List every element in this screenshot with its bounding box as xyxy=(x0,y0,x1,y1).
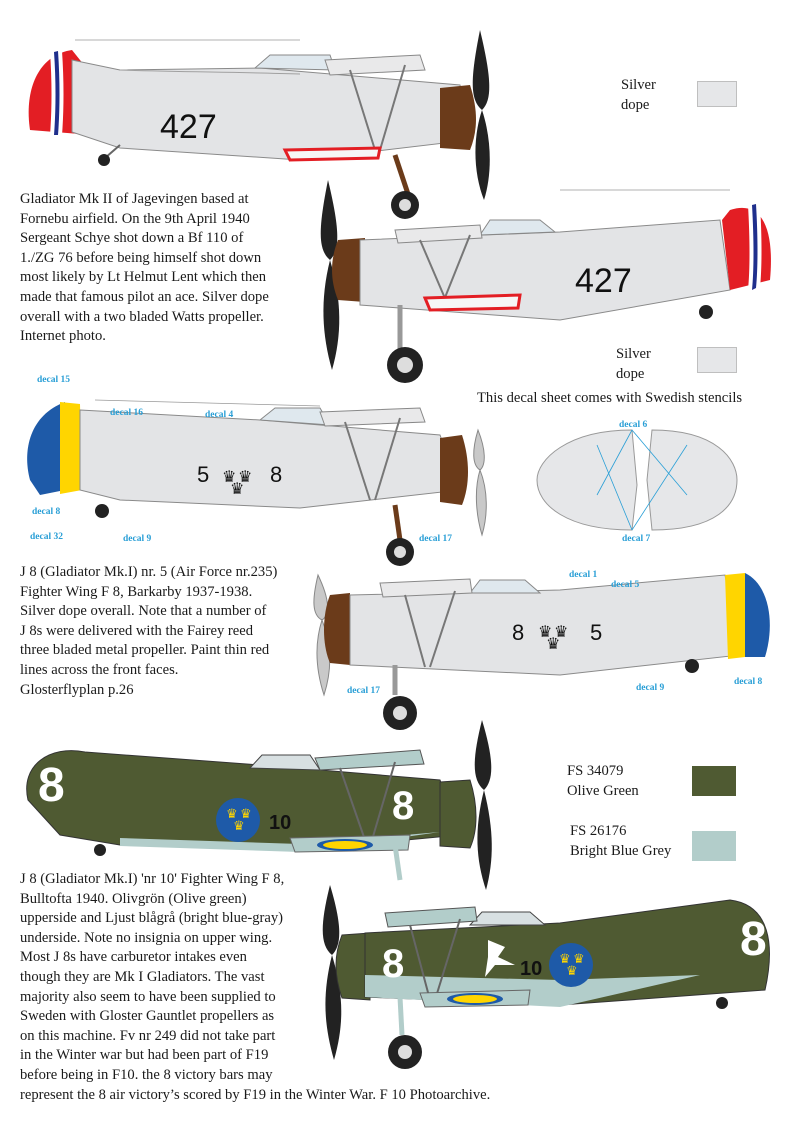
svg-text:♛: ♛ xyxy=(230,481,245,498)
big-number-8-tail-bottom: 8 xyxy=(740,913,767,966)
marking-5-bottom: 5 xyxy=(590,620,603,645)
decal-8-label-top: decal 8 xyxy=(32,507,61,517)
swatch-silver-dope-top xyxy=(697,81,737,107)
swatch-label-bright-blue-grey: FS 26176 Bright Blue Grey xyxy=(570,823,672,859)
decal-17-label-bottom: decal 17 xyxy=(347,686,380,696)
decal-4-label: decal 4 xyxy=(205,410,234,420)
decal-8-label-bottom: decal 8 xyxy=(734,677,763,687)
decal-17-label-top: decal 17 xyxy=(419,534,452,544)
svg-text:♛: ♛ xyxy=(538,624,553,641)
marking-5-top: 5 xyxy=(197,462,210,487)
decal-16-label: decal 16 xyxy=(110,408,143,418)
norwegian-gladiator-illustration-bottom xyxy=(0,180,800,400)
marking-8-top: 8 xyxy=(270,462,283,487)
decal-7-label: decal 7 xyxy=(622,534,651,544)
big-number-8-tail-top: 8 xyxy=(38,759,65,812)
decal-9-label-top: decal 9 xyxy=(123,534,152,544)
swatch-bright-blue-grey xyxy=(692,831,736,861)
swatch-label-olive-green: FS 34079 Olive Green xyxy=(567,763,639,799)
big-number-8-nose-bottom: 8 xyxy=(382,942,405,986)
big-number-8-nose-top: 8 xyxy=(392,784,415,828)
swatch-silver-dope-bottom xyxy=(697,347,737,373)
upper-wing-stencil-diagram xyxy=(537,425,737,535)
swedish-stencils-note: This decal sheet comes with Swedish stencils xyxy=(477,390,743,406)
caption-swedish-j8-silver: J 8 (Gladiator Mk.I) nr. 5 (Air Force nr.235) Fighter Wing F 8, Barkarby 1937-1938. Silver dope overall. Note that a number of J 8s were delivered with the Fairey reed three bladed metal propeller. Paint thin red lines across the front faces. Glosterflyplan p.26 xyxy=(20,564,278,698)
decal-1-label: decal 1 xyxy=(569,570,598,580)
swedish-j8-silver-illustration-bottom xyxy=(0,555,800,725)
caption-norwegian-gladiator: Gladiator Mk II of Jagevingen based at Fornebu airfield. On the 9th April 1940 Sergeant Schye shot down a Bf 110 of 1./ZG 76 before being himself shot down most likely by Lt Helmut Lent which then made that famous pilot an ace. Silver dope overall with a two bladed Watts propeller. Internet photo. xyxy=(20,191,269,345)
svg-text:♛: ♛ xyxy=(546,636,561,653)
svg-text:♛: ♛ xyxy=(222,469,237,486)
side-number-10-bottom: 10 xyxy=(520,958,543,980)
aircraft-serial-427-bottom: 427 xyxy=(575,262,632,300)
svg-text:♛: ♛ xyxy=(559,951,571,966)
aircraft-serial-427-top: 427 xyxy=(160,108,217,146)
decal-9-label-bottom: decal 9 xyxy=(636,683,665,693)
marking-8-bottom: 8 xyxy=(512,620,525,645)
svg-text:♛: ♛ xyxy=(240,806,252,821)
svg-text:♛: ♛ xyxy=(554,624,569,641)
caption-swedish-j8-camo: J 8 (Gladiator Mk.I) 'nr 10' Fighter Wing F 8, Bulltofta 1940. Olivgrön (Olive green) upperside and Ljust blågrå (bright blue-gray) underside. Note no insignia on upper wing. Most J 8s have carburetor intakes even though they are Mk I Gladiators. The vast majority also seem to have been supplied to Sweden with Gloster Gauntlet propellers as on this machine. Fv nr 249 did not take part in the Winter war but had been part of F19 before being in F10. the 8 victory bars may represent the 8 air victory’s scored by F19 in the Winter War. F 10 Photoarchive. xyxy=(20,871,491,1103)
swatch-label-silver-dope-top: Silver dope xyxy=(621,77,656,113)
decal-15-label: decal 15 xyxy=(37,375,70,385)
swatch-label-silver-dope-bottom: Silver dope xyxy=(616,346,651,382)
decal-5-label: decal 5 xyxy=(611,580,640,590)
svg-text:♛: ♛ xyxy=(233,818,245,833)
svg-text:♛: ♛ xyxy=(238,469,253,486)
decal-32-label: decal 32 xyxy=(30,532,63,542)
svg-text:♛: ♛ xyxy=(566,963,578,978)
swatch-olive-green xyxy=(692,766,736,796)
svg-text:♛: ♛ xyxy=(573,951,585,966)
svg-text:♛: ♛ xyxy=(226,806,238,821)
side-number-10-top: 10 xyxy=(269,812,292,834)
decal-6-label: decal 6 xyxy=(619,420,648,430)
